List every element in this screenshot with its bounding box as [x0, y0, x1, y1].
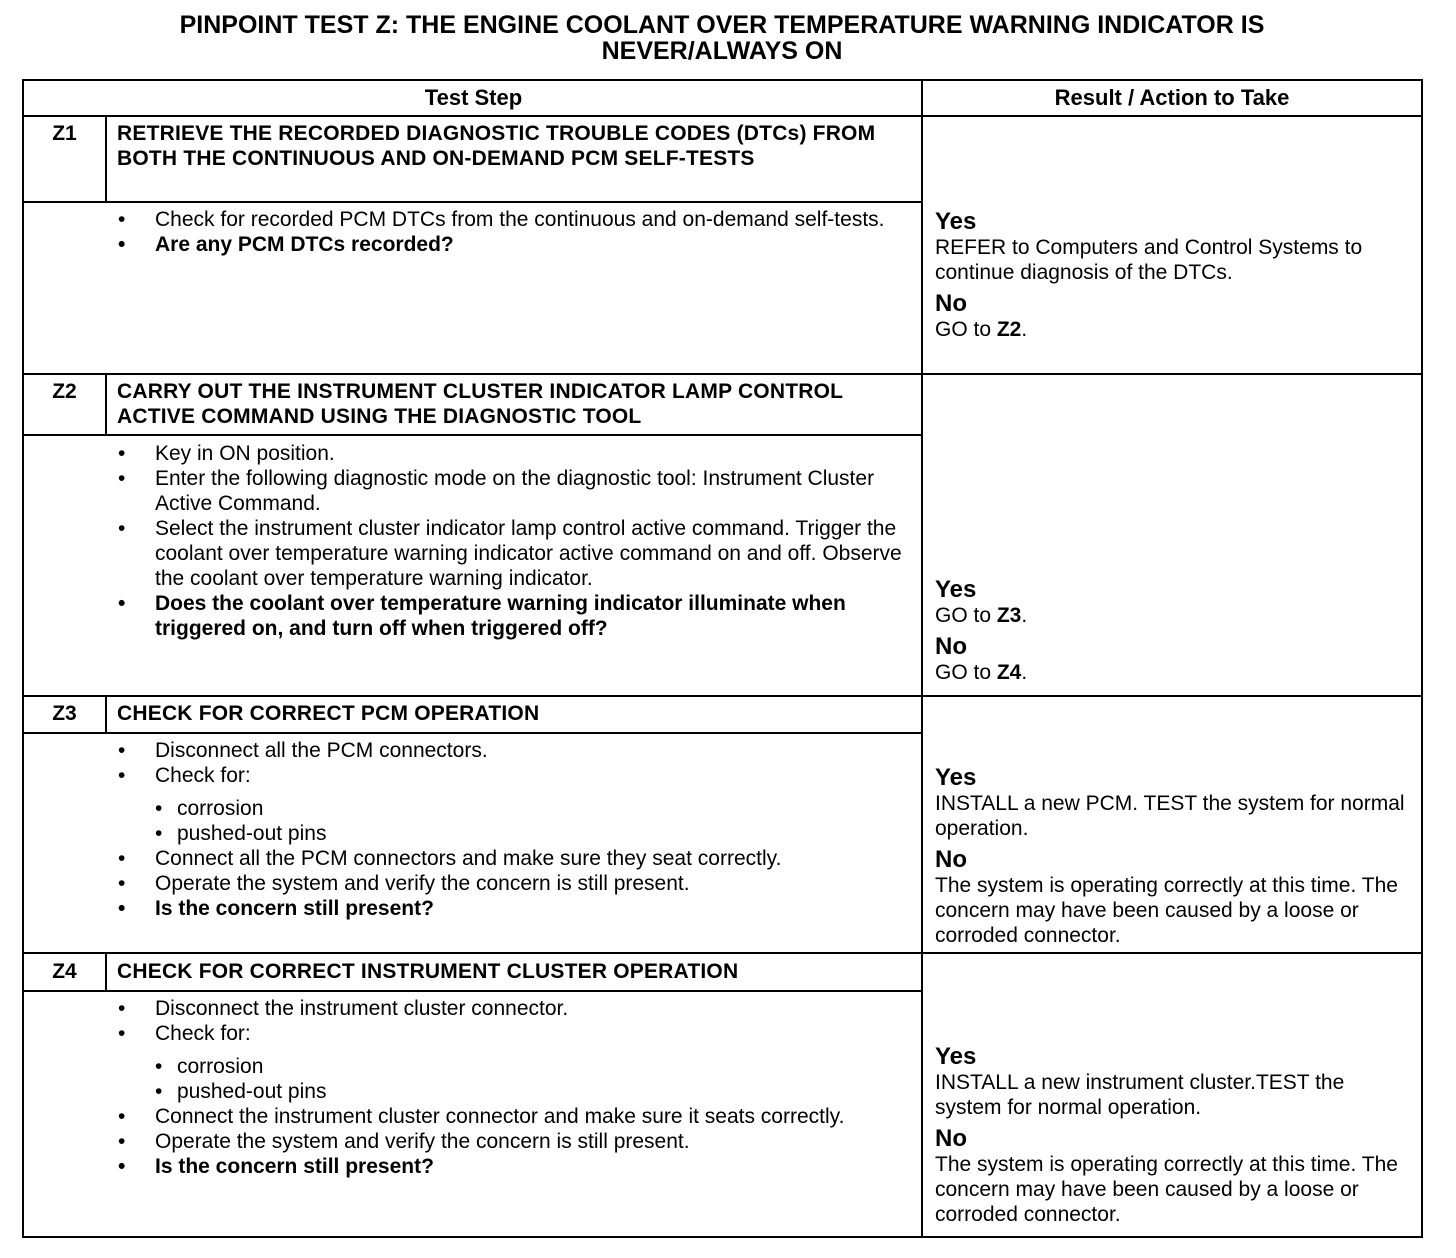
step-id-z3: Z3	[52, 702, 77, 725]
step-id-divider	[105, 954, 107, 991]
step-title-z1: RETRIEVE THE RECORDED DIAGNOSTIC TROUBLE CODES (DTCs) FROM BOTH THE CONTINUOUS AND ON-DEMAND PCM SELF-TESTS	[117, 122, 876, 170]
list-item	[112, 1104, 912, 1129]
result-no-label: No	[935, 846, 967, 873]
result-z3	[935, 765, 1415, 948]
step-id-divider	[105, 375, 107, 435]
pinpoint-test-table	[22, 79, 1423, 1238]
bullet-icon: •	[118, 764, 126, 787]
bullet-icon: •	[118, 897, 126, 920]
list-item-text: Disconnect the instrument cluster connector.	[155, 997, 569, 1020]
step-id-z2: Z2	[52, 380, 77, 403]
list-item-text: Key in ON position.	[155, 442, 335, 465]
result-z2	[935, 577, 1415, 685]
list-item	[112, 466, 912, 516]
bullet-icon: •	[118, 208, 126, 231]
bullet-icon: •	[118, 1130, 126, 1153]
list-item-text: Operate the system and verify the concern is still present.	[155, 1130, 690, 1153]
bullet-icon: •	[118, 997, 126, 1020]
step-header-divider	[24, 732, 923, 734]
page-title-line-1: PINPOINT TEST Z: THE ENGINE COOLANT OVER TEMPERATURE WARNING INDICATOR IS	[179, 11, 1265, 39]
step-title-z3: CHECK FOR CORRECT PCM OPERATION	[117, 702, 540, 725]
result-yes-label: Yes	[935, 576, 977, 603]
list-item	[112, 996, 912, 1021]
list-item	[112, 896, 912, 921]
bullet-icon: •	[118, 739, 126, 762]
page-title	[0, 12, 1444, 64]
list-item-text: Does the coolant over temperature warning indicator illuminate when triggered on, and turn off when triggered off?	[155, 592, 846, 640]
step-header-divider	[24, 201, 923, 203]
sub-list-item: • pushed-out pins	[155, 822, 327, 845]
step-title-z2: CARRY OUT THE INSTRUMENT CLUSTER INDICATOR LAMP CONTROL ACTIVE COMMAND USING THE DIAGNOSTIC TOOL	[117, 380, 843, 428]
list-item-text: Check for recorded PCM DTCs from the continuous and on-demand self-tests.	[155, 208, 885, 231]
result-yes-label: Yes	[935, 208, 977, 235]
list-item-text: Check for:	[155, 764, 251, 787]
sub-list	[155, 1054, 912, 1104]
result-no-label: No	[935, 1125, 967, 1152]
step-header-divider	[24, 434, 923, 436]
bullet-icon: •	[155, 1055, 163, 1078]
list-item	[112, 1129, 912, 1154]
list-item	[112, 232, 912, 257]
sub-list-item: • corrosion	[155, 1055, 264, 1078]
bullet-icon: •	[118, 1022, 126, 1045]
list-item-text: Is the concern still present?	[155, 1155, 434, 1178]
result-yes-label: Yes	[935, 1043, 977, 1070]
column-header-result: Result / Action to Take	[923, 81, 1421, 117]
sub-list-item: • corrosion	[155, 797, 264, 820]
list-item	[112, 738, 912, 763]
step-id-divider	[105, 115, 107, 201]
list-item	[112, 763, 912, 846]
step-body-z2	[112, 441, 912, 641]
bullet-icon: •	[118, 442, 126, 465]
step-title-z4: CHECK FOR CORRECT INSTRUMENT CLUSTER OPERATION	[117, 960, 739, 983]
result-no-text: The system is operating correctly at this time. The concern may have been caused by a loose or corroded connector.	[935, 1153, 1398, 1226]
list-item	[112, 441, 912, 466]
bullet-icon: •	[118, 872, 126, 895]
result-yes-text: REFER to Computers and Control Systems to continue diagnosis of the DTCs.	[935, 236, 1363, 284]
result-yes-text: INSTALL a new instrument cluster.TEST the system for normal operation.	[935, 1071, 1345, 1119]
bullet-icon: •	[118, 1155, 126, 1178]
bullet-icon: •	[155, 1080, 163, 1103]
list-item	[112, 1021, 912, 1104]
step-body-z3	[112, 738, 912, 921]
list-item-text: Connect all the PCM connectors and make sure they seat correctly.	[155, 847, 782, 870]
bullet-icon: •	[118, 592, 126, 615]
step-divider	[24, 373, 1421, 375]
step-reference: Z2	[996, 318, 1022, 341]
step-divider	[24, 952, 1421, 954]
result-yes-text: GO to Z3.	[935, 604, 1028, 627]
result-z1	[935, 209, 1415, 342]
result-no-text: GO to Z2.	[935, 318, 1028, 341]
list-item-text: Connect the instrument cluster connector and make sure it seats correctly.	[155, 1105, 845, 1128]
column-divider	[921, 81, 923, 1236]
bullet-icon: •	[118, 847, 126, 870]
step-id-divider	[105, 697, 107, 733]
list-item-text: Are any PCM DTCs recorded?	[155, 233, 454, 256]
result-no-label: No	[935, 633, 967, 660]
list-item-text: Disconnect all the PCM connectors.	[155, 739, 488, 762]
step-id-z4: Z4	[52, 960, 77, 983]
result-no-label: No	[935, 290, 967, 317]
result-yes-label: Yes	[935, 764, 977, 791]
result-z4	[935, 1044, 1415, 1227]
bullet-icon: •	[118, 233, 126, 256]
bullet-icon: •	[118, 517, 126, 540]
step-divider	[24, 695, 1421, 697]
bullet-icon: •	[155, 797, 163, 820]
result-yes-text: INSTALL a new PCM. TEST the system for normal operation.	[935, 792, 1405, 840]
bullet-icon: •	[155, 822, 163, 845]
list-item	[112, 591, 912, 641]
list-item-text: Select the instrument cluster indicator lamp control active command. Trigger the coolant over temperature warning indicator active command on and off. Observe the coolant over temperature warning indicator.	[155, 517, 902, 590]
step-id-z1: Z1	[52, 122, 77, 145]
result-no-text: The system is operating correctly at this time. The concern may have been caused by a loose or corroded connector.	[935, 874, 1398, 947]
step-reference: Z3	[996, 604, 1022, 627]
list-item-text: Check for:	[155, 1022, 251, 1045]
sub-list-item: • pushed-out pins	[155, 1080, 327, 1103]
sub-list	[155, 796, 912, 846]
page-title-line-2: NEVER/ALWAYS ON	[601, 37, 843, 65]
list-item-text: Enter the following diagnostic mode on the diagnostic tool: Instrument Cluster Active Command.	[155, 467, 875, 515]
step-reference: Z4	[996, 661, 1022, 684]
list-item	[112, 871, 912, 896]
bullet-icon: •	[118, 467, 126, 490]
list-item-text: Operate the system and verify the concern is still present.	[155, 872, 690, 895]
list-item-text: Is the concern still present?	[155, 897, 434, 920]
step-body-z4	[112, 996, 912, 1179]
list-item	[112, 207, 912, 232]
list-item	[112, 516, 912, 591]
result-no-text: GO to Z4.	[935, 661, 1028, 684]
bullet-icon: •	[118, 1105, 126, 1128]
column-header-test-step: Test Step	[24, 81, 923, 117]
list-item	[112, 1154, 912, 1179]
list-item	[112, 846, 912, 871]
step-header-divider	[24, 990, 923, 992]
step-body-z1	[112, 207, 912, 257]
